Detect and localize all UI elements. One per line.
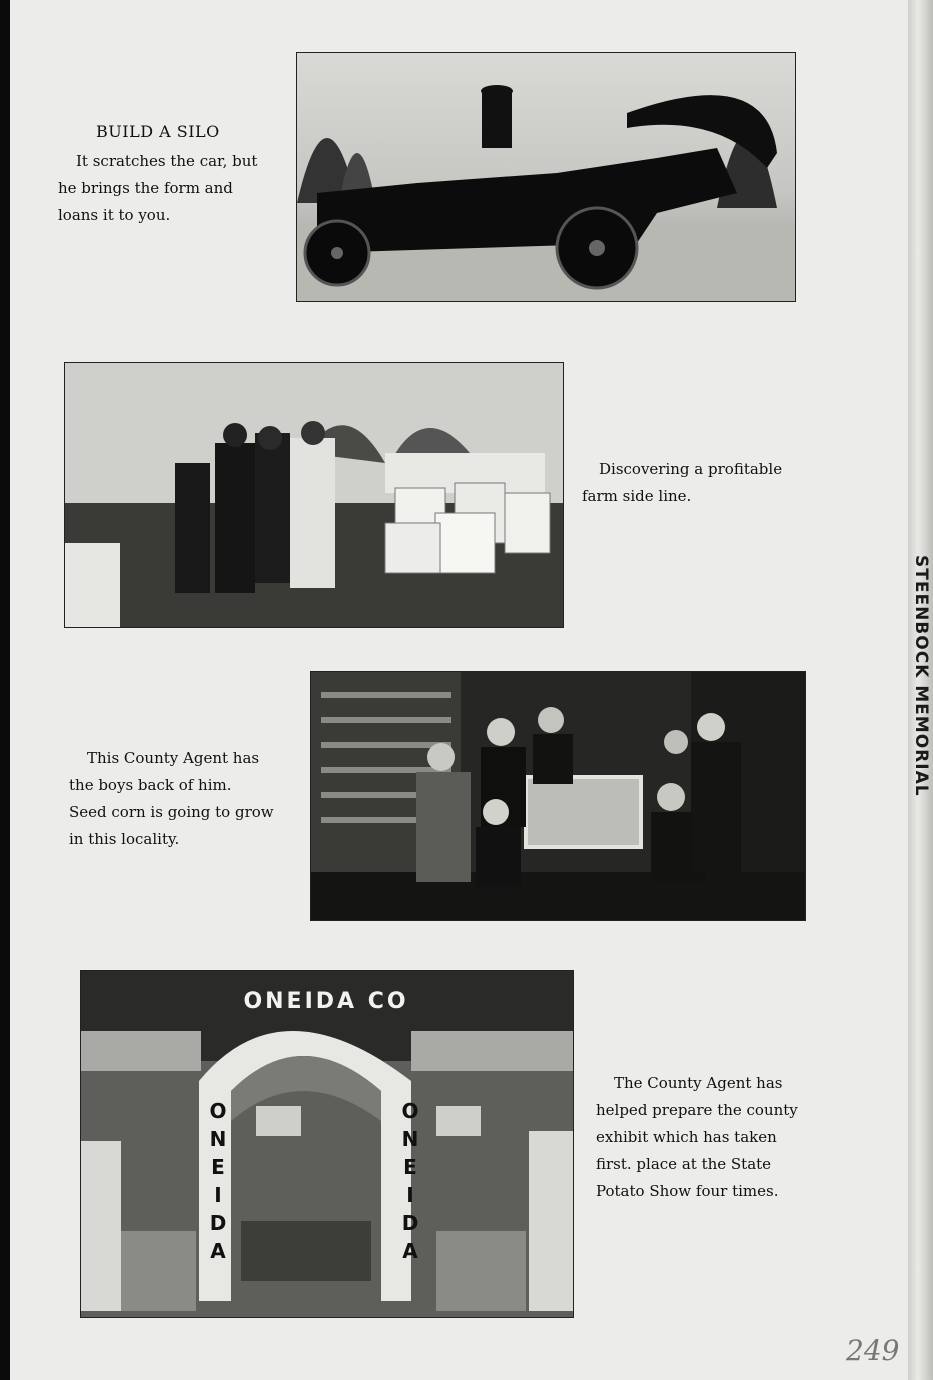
caption-line: Potato Show four times. bbox=[596, 1182, 779, 1200]
car-illustration bbox=[297, 53, 795, 301]
caption-line: the boys back of him. bbox=[69, 776, 232, 794]
caption-seed-corn bbox=[69, 745, 309, 853]
caption-line: This County Agent has bbox=[87, 749, 260, 767]
exhibit-arch-sign: ONEIDA CO bbox=[243, 989, 409, 1014]
caption-county-exhibit bbox=[596, 1070, 836, 1205]
seed-corn-illustration bbox=[311, 672, 805, 920]
caption-profitable-side-line bbox=[582, 456, 822, 510]
caption-line: farm side line. bbox=[582, 487, 692, 505]
caption-line: first. place at the State bbox=[596, 1155, 772, 1173]
exhibit-right-pillar-sign: ONEIDA bbox=[398, 1099, 422, 1267]
caption-heading: BUILD A SILO bbox=[96, 122, 220, 141]
caption-build-a-silo bbox=[58, 118, 288, 229]
caption-line: Discovering a profitable bbox=[599, 460, 783, 478]
photo-car-with-silo-form bbox=[296, 52, 796, 302]
page-number: 249 bbox=[846, 1334, 900, 1367]
photo-beehives bbox=[64, 362, 564, 628]
beehives-illustration bbox=[65, 363, 563, 627]
caption-line: The County Agent has bbox=[614, 1074, 783, 1092]
photo-oneida-exhibit bbox=[80, 970, 574, 1318]
edge-library-stamp: STEENBOCK MEMORIAL bbox=[911, 555, 931, 797]
caption-line: helped prepare the county bbox=[596, 1101, 798, 1119]
oneida-exhibit-illustration bbox=[81, 971, 573, 1317]
photo-boys-seed-corn bbox=[310, 671, 806, 921]
caption-line: Seed corn is going to grow bbox=[69, 803, 274, 821]
caption-line: in this locality. bbox=[69, 830, 180, 848]
caption-line: loans it to you. bbox=[58, 206, 171, 224]
caption-line: exhibit which has taken bbox=[596, 1128, 777, 1146]
caption-line: he brings the form and bbox=[58, 179, 233, 197]
caption-line: It scratches the car, but bbox=[76, 152, 258, 170]
exhibit-left-pillar-sign: ONEIDA bbox=[206, 1099, 230, 1267]
